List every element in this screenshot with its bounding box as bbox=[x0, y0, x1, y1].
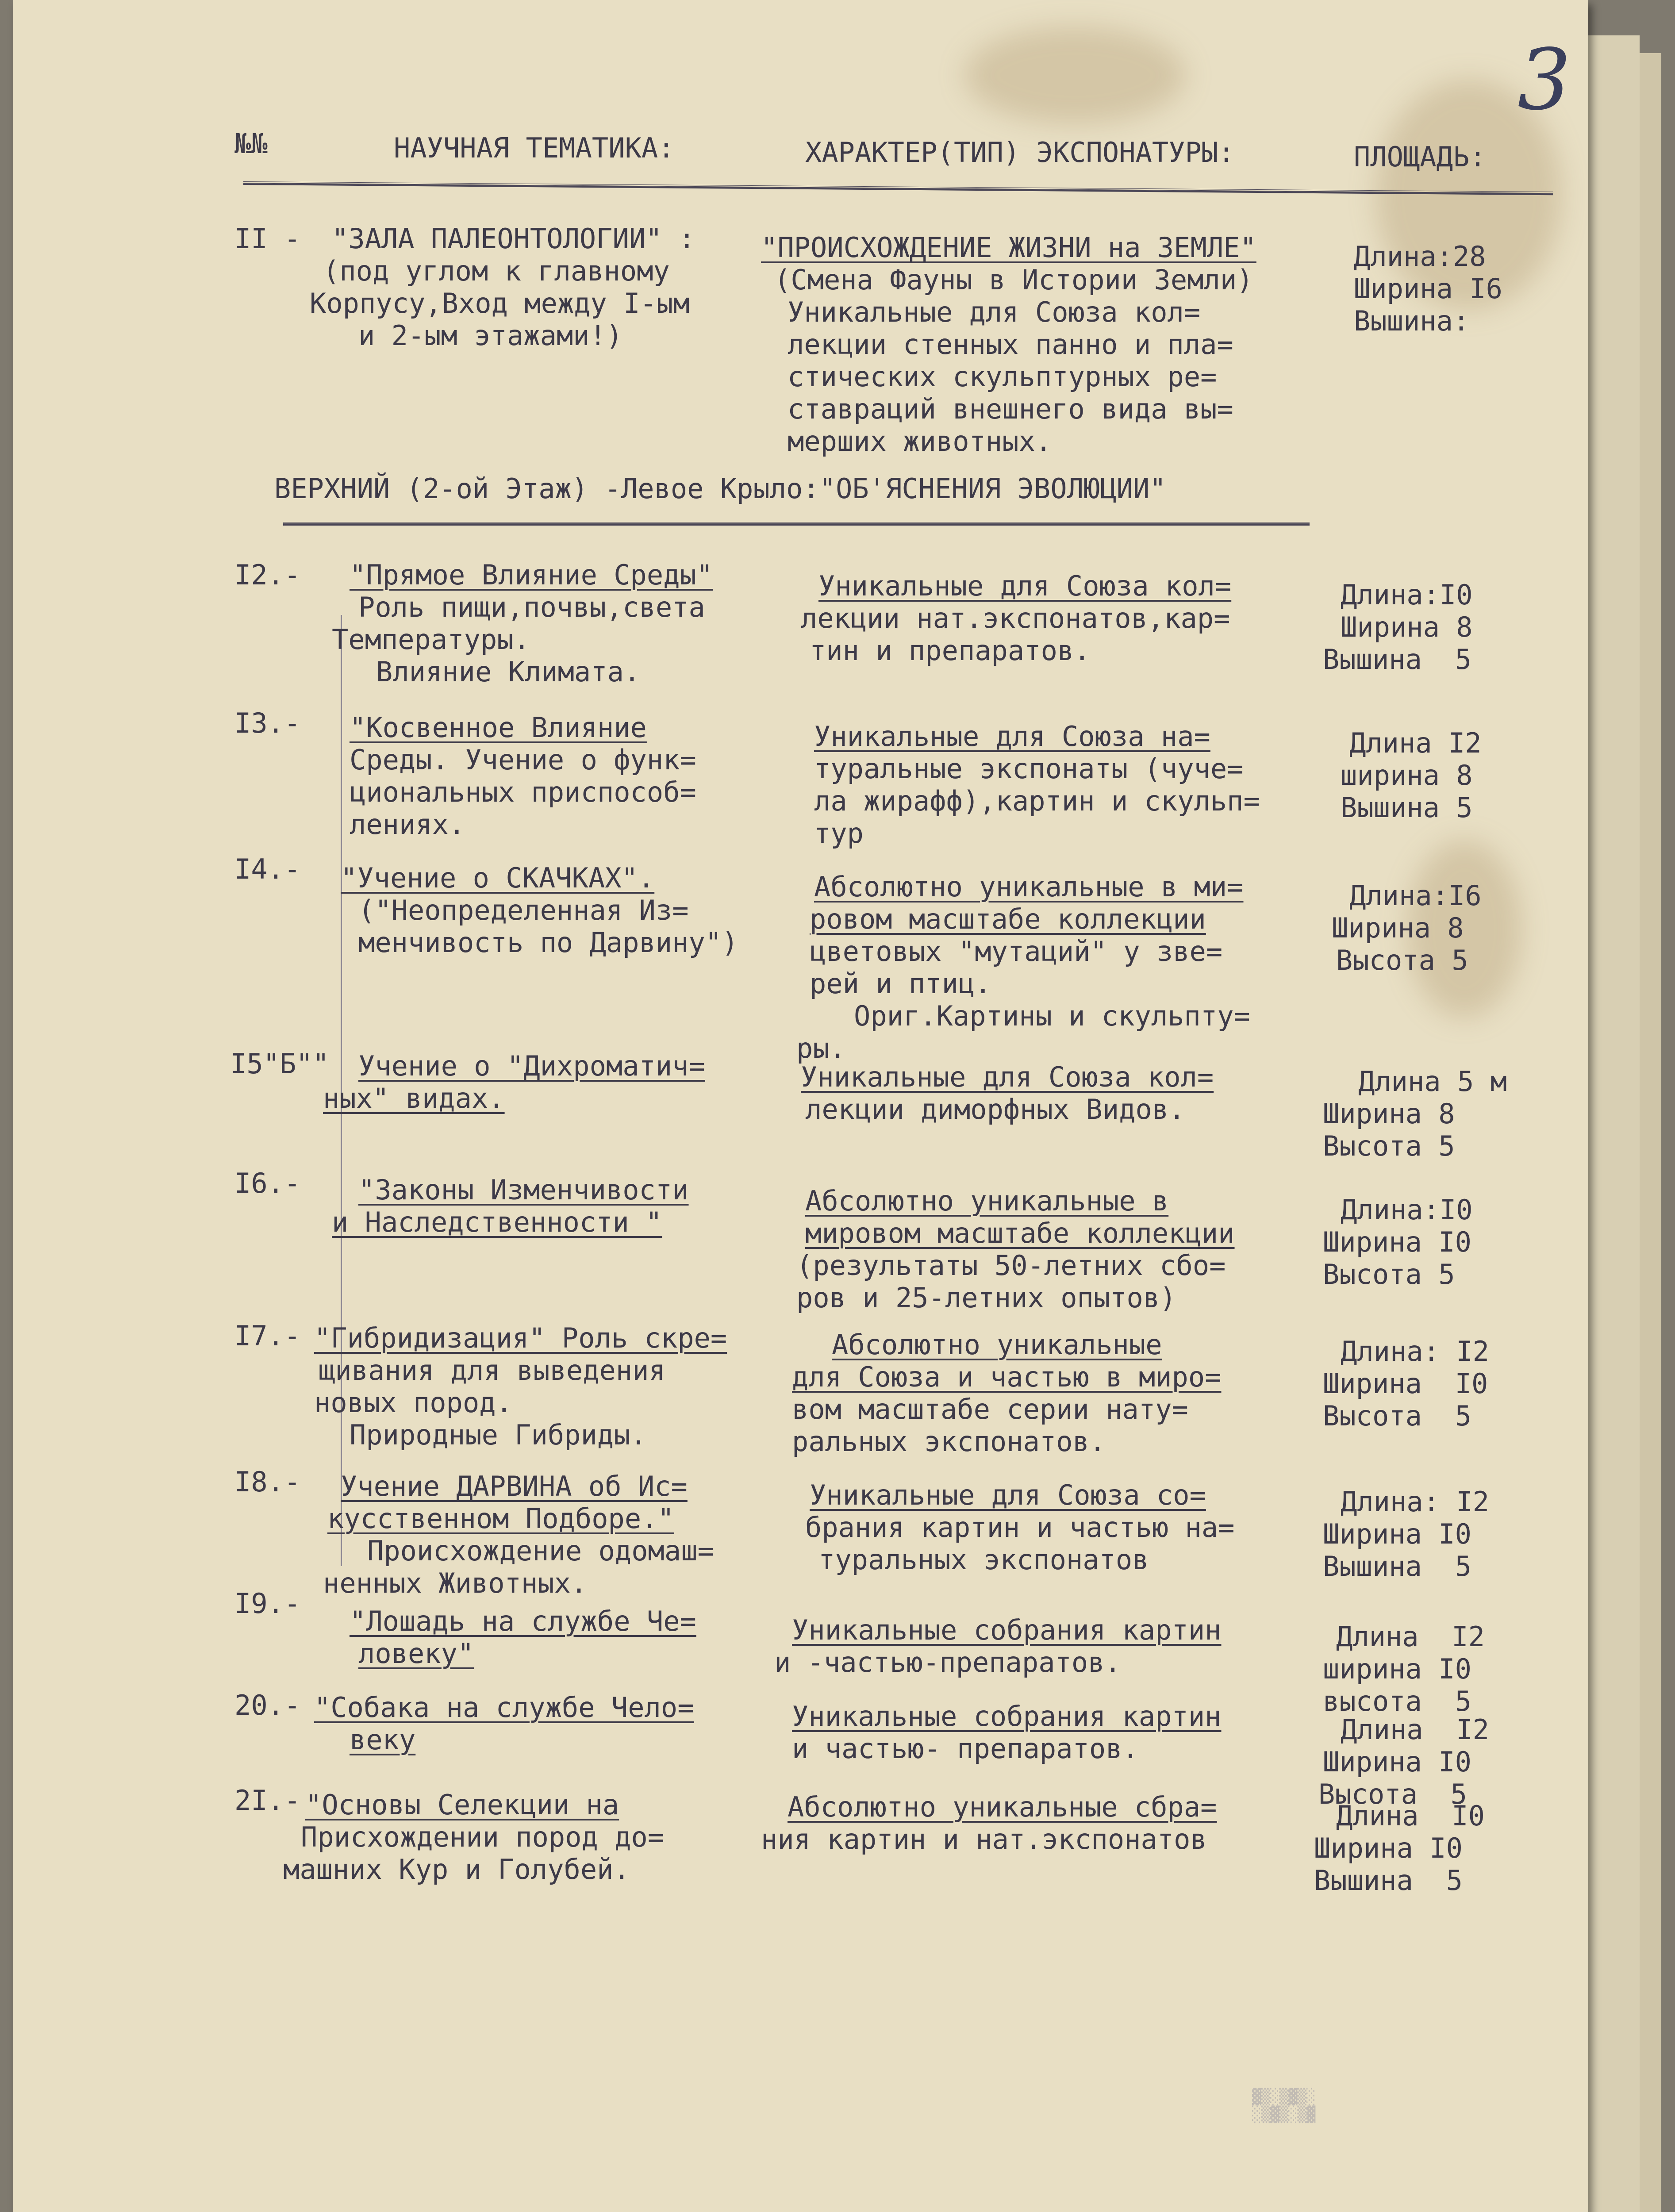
entry-area-line: Длина:I0 bbox=[1341, 1194, 1473, 1226]
entry-area-line: Высота 5 bbox=[1323, 1130, 1455, 1162]
entry-type-line: Ориг.Картины и скульпту= bbox=[854, 1000, 1250, 1032]
entry-area-line: Вышина 5 bbox=[1323, 1550, 1471, 1582]
entry-number: I3.- bbox=[234, 707, 301, 739]
entry-type-line: и -частью-препаратов. bbox=[774, 1646, 1121, 1678]
page-number: 3 bbox=[1517, 31, 1571, 129]
entry-type-line: Уникальные для Союза со= bbox=[810, 1479, 1206, 1511]
entry-type-line: мировом масштабе коллекции bbox=[805, 1217, 1235, 1249]
entry-theme-line: "Собака на службе Чело= bbox=[314, 1691, 694, 1724]
entry-theme-line: "Гибридизация" Роль скре= bbox=[314, 1322, 727, 1354]
entry-type-line: Абсолютно уникальные сбра= bbox=[788, 1791, 1217, 1823]
entry-theme-line: ных" видах. bbox=[323, 1082, 505, 1114]
entry-number: 20.- bbox=[234, 1689, 301, 1721]
entry-theme-line: Происхождение одомаш= bbox=[367, 1535, 714, 1567]
entry-type-line: (Смена Фауны в Истории Земли) bbox=[774, 264, 1253, 296]
entry-area-line: Длина:I0 bbox=[1341, 579, 1473, 611]
entry-area-line: Длина: I2 bbox=[1341, 1335, 1489, 1367]
entry-area-line: Вышина 5 bbox=[1341, 791, 1473, 824]
entry-area-line: Ширина I0 bbox=[1314, 1832, 1463, 1864]
entry-theme-line: ловеку" bbox=[358, 1637, 474, 1670]
entry-type-line: ставраций внешнего вида вы= bbox=[788, 393, 1233, 425]
entry-theme-line: ненных Животных. bbox=[323, 1567, 588, 1599]
entry-theme-line: новых пород. bbox=[314, 1386, 512, 1419]
entry-theme-line: Роль пищи,почвы,света bbox=[358, 591, 705, 623]
entry-type-line: Уникальные для Союза кол= bbox=[801, 1061, 1214, 1093]
entry-theme-line: Температуры. bbox=[332, 623, 530, 656]
entry-area-line: Длина I2 bbox=[1341, 1713, 1489, 1746]
entry-type-line: тин и препаратов. bbox=[810, 634, 1091, 667]
entry-theme-line: Среды. Учение о функ= bbox=[350, 744, 696, 776]
entry-type-line: Абсолютно уникальные в bbox=[805, 1185, 1169, 1217]
entry-theme-line: кусственном Подборе." bbox=[327, 1502, 674, 1535]
entry-area-line: Длина:I6 bbox=[1349, 879, 1482, 912]
entry-type-line: Уникальные собрания картин bbox=[792, 1614, 1222, 1646]
entry-area-line: Длина I0 bbox=[1336, 1800, 1485, 1832]
entry-area-line: Ширина I0 bbox=[1323, 1367, 1488, 1400]
entry-area-line: высота 5 bbox=[1323, 1685, 1471, 1717]
entry-theme-line: "Основы Селекции на bbox=[305, 1789, 619, 1821]
entry-theme-line: веку bbox=[350, 1724, 416, 1756]
entry-theme-line: "Косвенное Влияние bbox=[350, 711, 647, 744]
entry-type-line: туральные экспонаты (чуче= bbox=[814, 753, 1244, 785]
entry-type-line: Уникальные для Союза на= bbox=[814, 720, 1210, 753]
entry-theme-line: и 2-ым этажами!) bbox=[358, 319, 623, 352]
header-rule bbox=[243, 181, 1553, 195]
entry-type-line: Абсолютно уникальные в ми= bbox=[814, 871, 1244, 903]
entry-number: II - bbox=[234, 223, 301, 255]
entry-type-line: Уникальные для Союза кол= bbox=[818, 570, 1232, 602]
header-scientific-theme: НАУЧНАЯ ТЕМАТИКА: bbox=[394, 132, 675, 164]
entry-theme-line: "Прямое Влияние Среды" bbox=[350, 559, 713, 591]
entry-number: I2.- bbox=[234, 559, 301, 591]
entry-area-line: Ширина I0 bbox=[1323, 1226, 1471, 1258]
entry-theme-line: ("Неопределенная Из= bbox=[358, 894, 689, 926]
entry-area-line: ширина 8 bbox=[1341, 759, 1473, 791]
entry-area-line: Длина I2 bbox=[1349, 727, 1482, 759]
entry-type-line: Уникальные для Союза кол= bbox=[788, 296, 1201, 328]
entry-number: I8.- bbox=[234, 1466, 301, 1498]
entry-type-line: лекции диморфных Видов. bbox=[805, 1093, 1185, 1125]
entry-number: 2I.- bbox=[234, 1784, 301, 1816]
entry-area-line: Высота 5 bbox=[1323, 1400, 1471, 1432]
entry-type-line: рей и птиц. bbox=[810, 968, 991, 1000]
entry-type-line: ния картин и нат.экспонатов bbox=[761, 1823, 1207, 1855]
entry-theme-line: Корпусу,Вход между I-ым bbox=[310, 287, 690, 319]
entry-area-line: Ширина 8 bbox=[1323, 1098, 1455, 1130]
entry-area-line: Длина: I2 bbox=[1341, 1486, 1489, 1518]
entry-area-line: Ширина 8 bbox=[1341, 611, 1473, 643]
entry-area-line: Высота 5 bbox=[1318, 1778, 1467, 1810]
entry-area-line: Вышина 5 bbox=[1314, 1864, 1463, 1897]
entry-area-line: Длина 5 м bbox=[1358, 1065, 1507, 1098]
faded-stamp: ▓▒░▒▓▒░ ░▒▓▒░▒▓ bbox=[1252, 2088, 1316, 2124]
entry-type-line: (результаты 50-летних сбо= bbox=[796, 1249, 1226, 1282]
entry-theme-line: и Наследственности " bbox=[332, 1206, 662, 1238]
entry-type-line: ровом масштабе коллекции bbox=[810, 903, 1206, 935]
header-area: ПЛОЩАДЬ: bbox=[1354, 141, 1486, 173]
header-exhibit-type: ХАРАКТЕР(ТИП) ЭКСПОНАТУРЫ: bbox=[805, 136, 1235, 169]
entry-theme-line: циональных приспособ= bbox=[350, 776, 696, 808]
entry-area-line: Высота 5 bbox=[1336, 944, 1468, 976]
entry-type-line: лекции стенных панно и пла= bbox=[788, 328, 1233, 361]
entry-theme-line: менчивость по Дарвину") bbox=[358, 926, 738, 959]
entry-type-line: Абсолютно уникальные bbox=[832, 1329, 1162, 1361]
entry-number: I9.- bbox=[234, 1587, 301, 1620]
entry-theme-line: "Учение о СКАЧКАХ". bbox=[341, 862, 655, 894]
entry-area-line: Вышина 5 bbox=[1323, 643, 1471, 676]
entry-type-line: тур bbox=[814, 817, 864, 849]
entry-theme-line: "Лошадь на службе Че= bbox=[350, 1605, 696, 1637]
entry-type-line: цветовых "мутаций" у зве= bbox=[810, 935, 1223, 968]
entry-theme-line: лениях. bbox=[350, 808, 465, 841]
entry-theme-line: машних Кур и Голубей. bbox=[283, 1853, 630, 1886]
entry-number: I5"Б"" bbox=[230, 1048, 329, 1080]
entry-type-line: и частью- препаратов. bbox=[792, 1732, 1139, 1765]
entry-type-line: мерших животных. bbox=[788, 425, 1052, 457]
entry-area-line: Ширина I0 bbox=[1323, 1746, 1471, 1778]
entry-area-line: ширина I0 bbox=[1323, 1653, 1471, 1685]
entry-type-line: вом масштабе серии нату= bbox=[792, 1393, 1188, 1425]
header-num: №№ bbox=[234, 127, 268, 160]
entry-type-line: Уникальные собрания картин bbox=[792, 1700, 1222, 1732]
entry-theme-line: "Законы Изменчивости bbox=[358, 1174, 689, 1206]
entry-area-line: Ширина I0 bbox=[1323, 1518, 1471, 1550]
entry-number: I4.- bbox=[234, 853, 301, 885]
section-title: ВЕРХНИЙ (2-ой Этаж) -Левое Крыло:"ОБ'ЯСНЕНИЯ ЭВОЛЮЦИИ" bbox=[274, 472, 1166, 505]
entry-type-line: стических скульптурных ре= bbox=[788, 361, 1217, 393]
entry-theme-line: (под углом к главному bbox=[323, 255, 670, 287]
entry-type-line: ры. bbox=[796, 1032, 846, 1064]
entry-type-line: ров и 25-летних опытов) bbox=[796, 1282, 1176, 1314]
entry-type-line: "ПРОИСХОЖДЕНИЕ ЖИЗНИ на ЗЕМЛЕ" bbox=[761, 231, 1256, 264]
entry-theme-line: "ЗАЛА ПАЛЕОНТОЛОГИИ" : bbox=[332, 223, 695, 255]
entry-type-line: лекции нат.экспонатов,кар= bbox=[801, 602, 1230, 634]
entry-area-line: Длина:28 bbox=[1354, 240, 1486, 273]
entry-type-line: ла жирафф),картин и скульп= bbox=[814, 785, 1260, 817]
entry-area-line: Высота 5 bbox=[1323, 1258, 1455, 1290]
entry-area-line: Длина I2 bbox=[1336, 1621, 1485, 1653]
entry-area-line: Вышина: bbox=[1354, 305, 1470, 337]
entry-type-line: ральных экспонатов. bbox=[792, 1425, 1106, 1458]
entry-area-line: Ширина I6 bbox=[1354, 273, 1502, 305]
entry-theme-line: Учение о "Дихроматич= bbox=[358, 1050, 705, 1082]
entry-theme-line: Природные Гибриды. bbox=[350, 1419, 647, 1451]
entry-area-line: Ширина 8 bbox=[1332, 912, 1464, 944]
entry-theme-line: щивания для выведения bbox=[319, 1354, 665, 1386]
entry-type-line: туральных экспонатов bbox=[818, 1544, 1149, 1576]
entry-theme-line: Учение ДАРВИНА об Ис= bbox=[341, 1470, 688, 1502]
entry-theme-line: Влияние Климата. bbox=[376, 656, 641, 688]
section-rule bbox=[283, 522, 1310, 526]
entry-number: I7.- bbox=[234, 1320, 301, 1352]
entry-theme-line: Присхождении пород до= bbox=[301, 1821, 665, 1853]
entry-type-line: брания картин и частью на= bbox=[805, 1511, 1235, 1544]
document-page bbox=[13, 0, 1588, 2212]
entry-number: I6.- bbox=[234, 1167, 301, 1199]
entry-type-line: для Союза и частью в миро= bbox=[792, 1361, 1222, 1393]
